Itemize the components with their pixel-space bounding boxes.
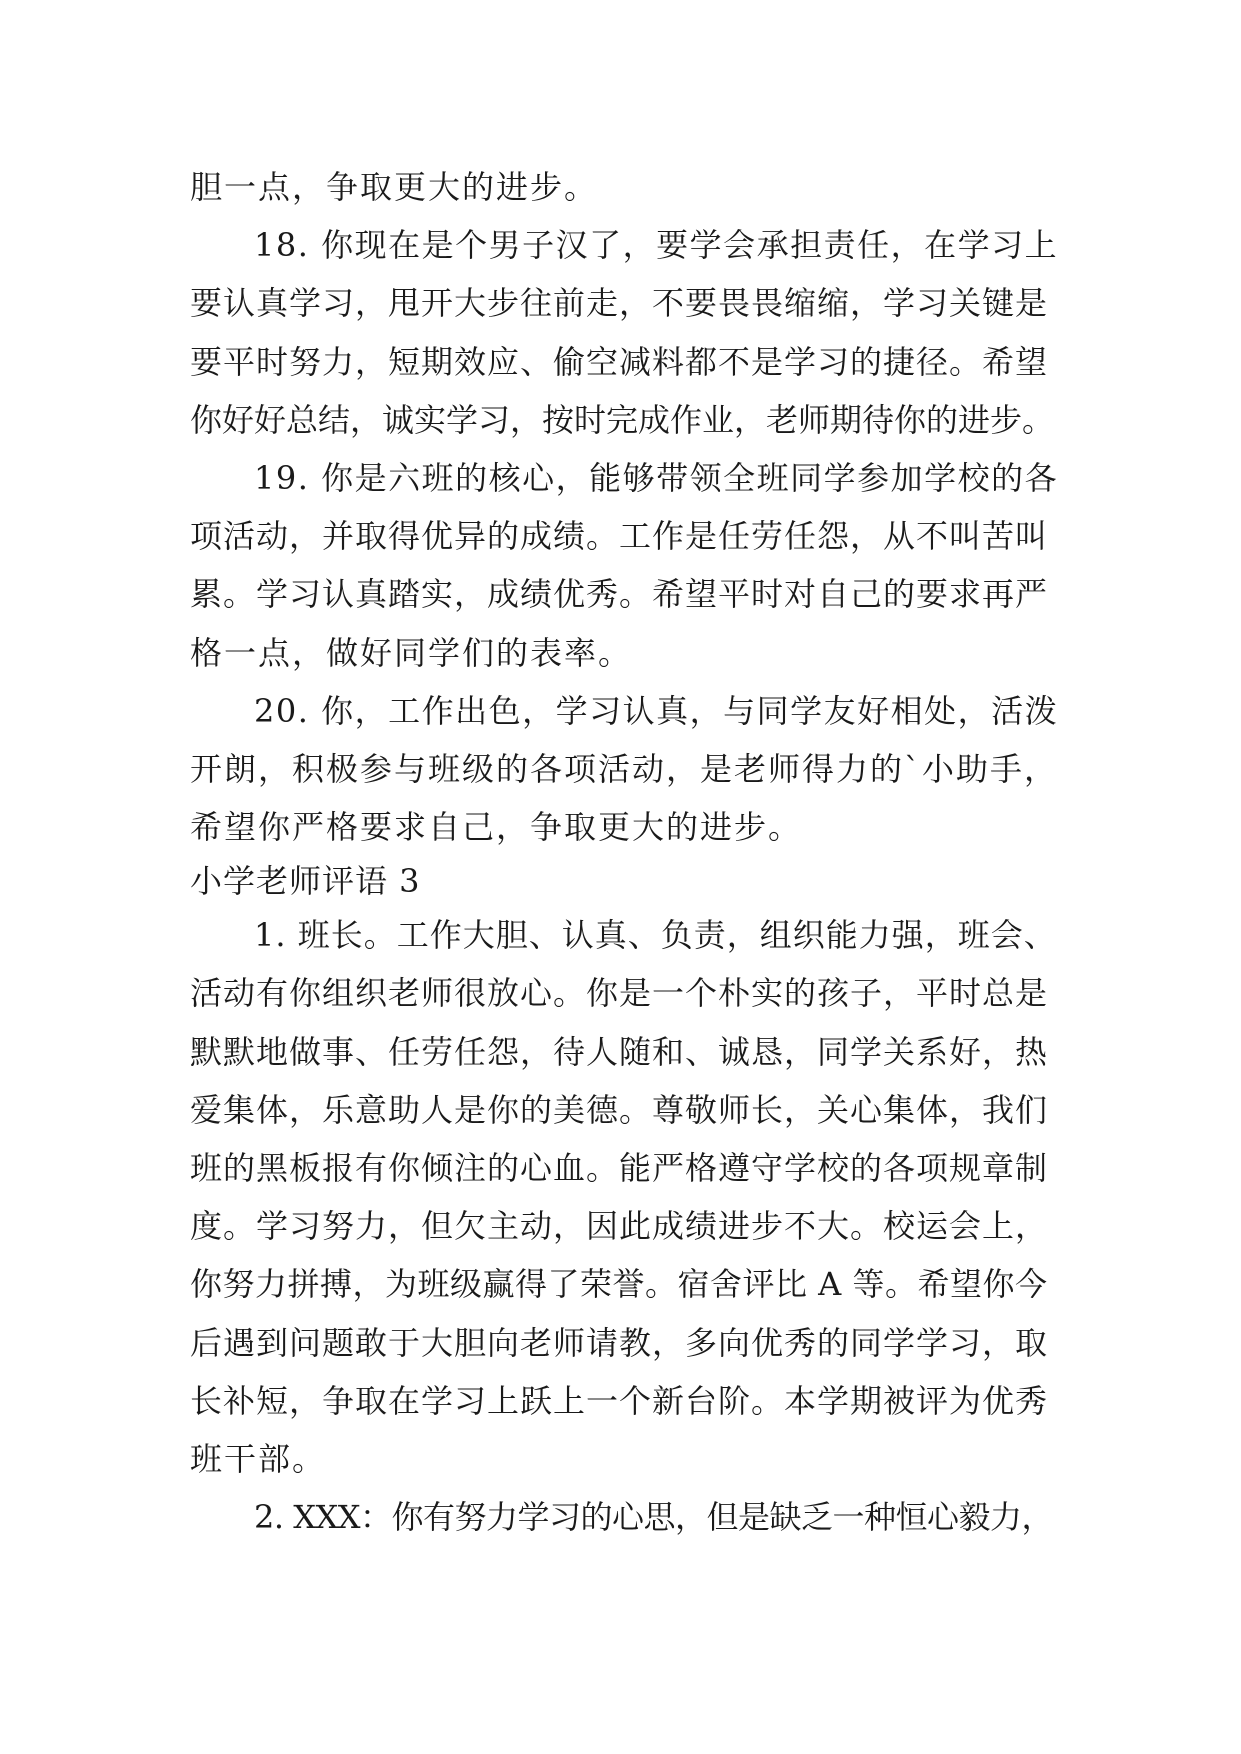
- text-line: 度。学习努力，但欠主动，因此成绩进步不大。校运会上，: [190, 1207, 1049, 1246]
- item-20-line: 20. 你，工作出色，学习认真，与同学友好相处，活泼: [254, 691, 1059, 730]
- text-line: 格一点，做好同学们的表率。: [190, 633, 633, 672]
- text-line: 累。学习认真踏实，成绩优秀。希望平时对自己的要求再严: [190, 575, 1049, 614]
- text-line: 要平时努力，短期效应、偷空减料都不是学习的捷径。希望: [190, 342, 1049, 381]
- text-line: 希望你严格要求自己，争取更大的进步。: [190, 808, 803, 847]
- text-line: 胆一点，争取更大的进步。: [190, 168, 599, 206]
- text-line: 长补短，争取在学习上跃上一个新台阶。本学期被评为优秀: [190, 1381, 1049, 1420]
- item-2-line: 2. XXX：你有努力学习的心思，但是缺乏一种恒心毅力，: [254, 1498, 1054, 1537]
- document-body: [190, 158, 1060, 1546]
- text-line: 你努力拼搏，为班级赢得了荣誉。宿舍评比 A 等。希望你今: [190, 1265, 1048, 1304]
- item-19-line: 19. 你是六班的核心，能够带领全班同学参加学校的各: [254, 458, 1059, 497]
- text-line: 要认真学习，甩开大步往前走，不要畏畏缩缩，学习关键是: [190, 284, 1049, 323]
- text-line: 开朗，积极参与班级的各项活动，是老师得力的`小助手，: [190, 749, 1059, 788]
- item-1-line: 1. 班长。工作大胆、认真、负责，组织能力强，班会、: [254, 916, 1057, 955]
- text-line: 默默地做事、任劳任怨，待人随和、诚恳，同学关系好，热: [190, 1032, 1049, 1071]
- section-heading: 小学老师评语 3: [190, 862, 421, 901]
- text-line: 你好好总结，诚实学习，按时完成作业，老师期待你的进步。: [190, 400, 1055, 439]
- item-18-line: 18. 你现在是个男子汉了，要学会承担责任，在学习上: [254, 226, 1059, 265]
- text-line: 爱集体，乐意助人是你的美德。尊敬师长，关心集体，我们: [190, 1090, 1049, 1129]
- text-line: 班的黑板报有你倾注的心血。能严格遵守学校的各项规章制: [190, 1149, 1049, 1187]
- text-line: 活动有你组织老师很放心。你是一个朴实的孩子，平时总是: [190, 974, 1049, 1013]
- text-line: 后遇到问题敢于大胆向老师请教，多向优秀的同学学习，取: [190, 1323, 1049, 1362]
- text-line: 项活动，并取得优异的成绩。工作是任劳任怨，从不叫苦叫: [190, 517, 1049, 556]
- text-line: 班干部。: [190, 1439, 327, 1478]
